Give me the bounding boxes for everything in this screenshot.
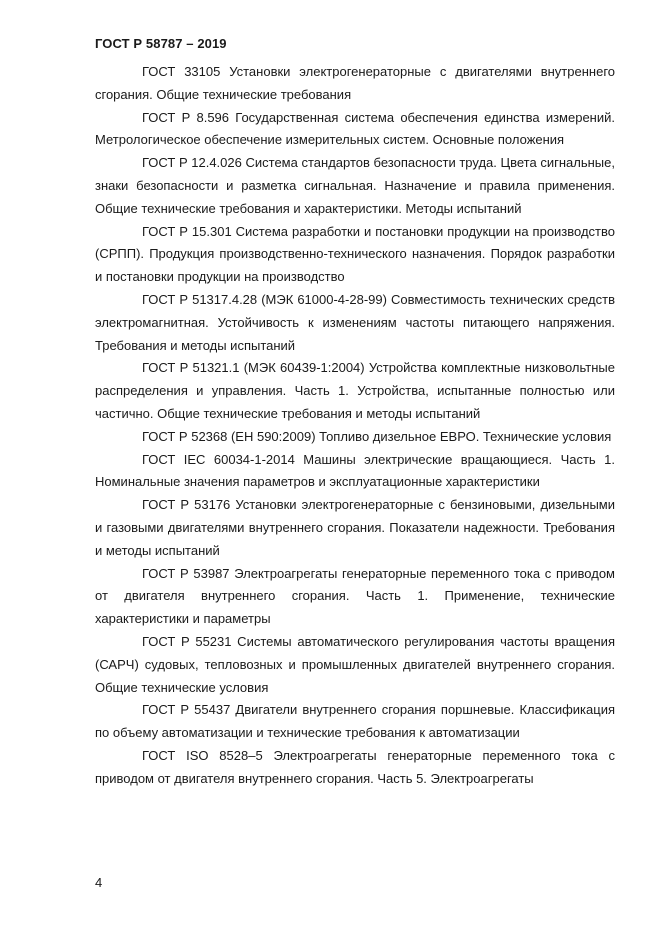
standard-header: ГОСТ Р 58787 – 2019 — [95, 36, 227, 51]
reference-item: ГОСТ Р 53176 Установки электрогенераторные с бензиновыми, дизельными и газовыми двигателями внутреннего сгорания. Показатели надежности. Требования и методы испытаний — [95, 497, 615, 558]
normative-references-list — [95, 61, 615, 791]
reference-item: ГОСТ 33105 Установки электрогенераторные с двигателями внутреннего сгорания. Общие технические требования — [95, 64, 615, 102]
reference-item: ГОСТ Р 55231 Системы автоматического регулирования частоты вращения (САРЧ) судовых, тепловозных и промышленных двигателей внутреннего сгорания. Общие технические условия — [95, 633, 615, 695]
reference-item: ГОСТ Р 51317.4.28 (МЭК 61000-4-28-99) Совместимость технических средств электромагнитная. Устойчивость к изменениям частоты питающего напряжения. Требования и методы испытаний — [95, 291, 615, 353]
reference-item: ГОСТ Р 8.596 Государственная система обеспечения единства измерений. Метрологическое обеспечение измерительных систем. Основные положения — [95, 109, 615, 148]
reference-item: ГОСТ Р 52368 (ЕН 590:2009) Топливо дизельное ЕВРО. Технические условия — [142, 428, 612, 444]
reference-item: ГОСТ Р 53987 Электроагрегаты генераторные переменного тока с приводом от двигателя внутреннего сгорания. Часть 1. Применение, технические характеристики и параметры — [95, 565, 615, 627]
reference-item: ГОСТ Р 51321.1 (МЭК 60439-1:2004) Устройства комплектные низковольтные распределения и управления. Часть 1. Устройства, испытанные полностью или частично. Общие технические требования и методы испытаний — [95, 360, 615, 421]
reference-item: ГОСТ ISO 8528–5 Электроагрегаты генераторные переменного тока с приводом от двигателя внутреннего сгорания. Часть 5. Электроагрегаты — [95, 747, 615, 786]
page-number: 4 — [95, 875, 103, 890]
reference-item: ГОСТ Р 15.301 Система разработки и постановки продукции на производство (СРПП). Продукция производственно-технического назначения. Порядок разработки и постановки продукции на производство — [95, 223, 615, 285]
reference-item: ГОСТ Р 12.4.026 Система стандартов безопасности труда. Цвета сигнальные, знаки безопасности и разметка сигнальная. Назначение и правила применения. Общие технические требования и характеристики. Методы испытаний — [95, 155, 615, 216]
reference-item: ГОСТ Р 55437 Двигатели внутреннего сгорания поршневые. Классификация по объему автоматизации и технические требования к автоматизации — [95, 702, 615, 741]
reference-item: ГОСТ IEC 60034-1-2014 Машины электрические вращающиеся. Часть 1. Номинальные значения параметров и эксплуатационные характеристики — [95, 451, 615, 490]
